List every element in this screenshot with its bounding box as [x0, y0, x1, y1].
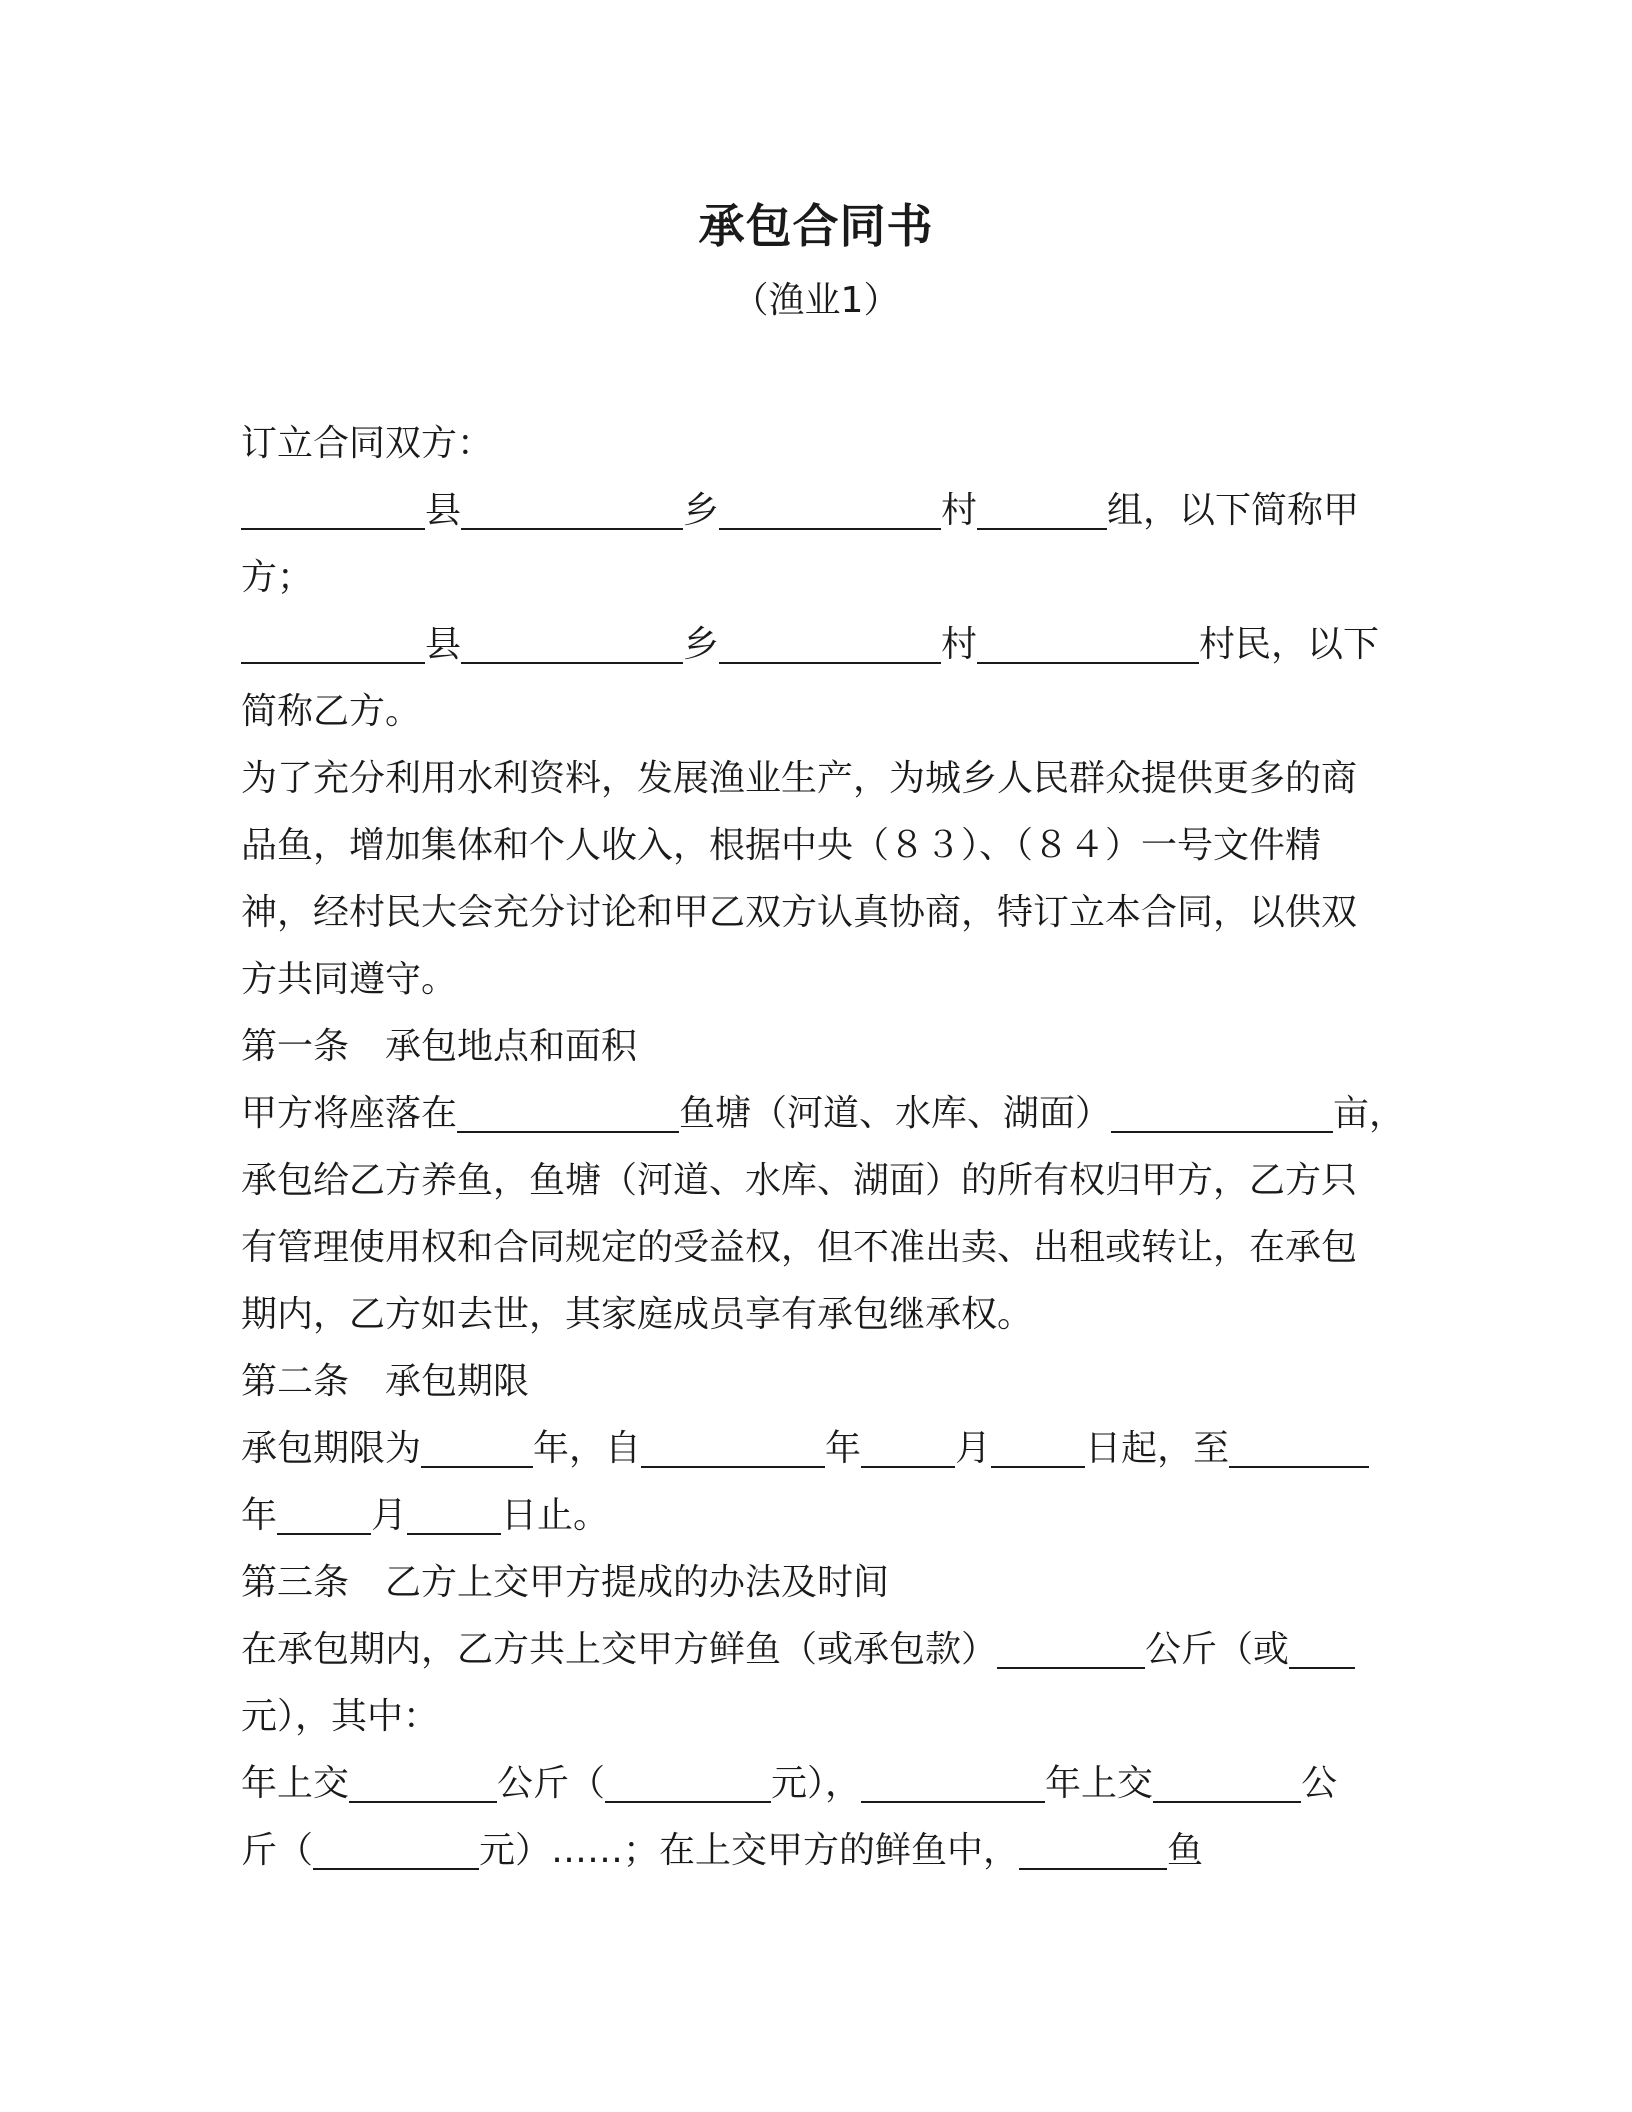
total-yuan-blank[interactable]: [1289, 1623, 1355, 1669]
mu-label: 亩，: [1333, 1093, 1406, 1134]
article-2-title: 承包期限: [385, 1361, 530, 1402]
annual-label-2: 年上交: [1045, 1763, 1154, 1804]
annual-kg-blank-2[interactable]: [1153, 1757, 1301, 1803]
term-line-1: [241, 1415, 1381, 1482]
article-1-heading: [241, 1013, 1381, 1080]
party-a-township-label: 乡: [683, 490, 720, 531]
document-title: 承包合同书: [698, 199, 934, 253]
article-1-line-4: 期内，乙方如去世，其家庭成员享有承包继承权。: [241, 1294, 1034, 1335]
party-b-villager-label: 村民，以下: [1199, 624, 1380, 665]
total-kg-blank[interactable]: [997, 1623, 1145, 1669]
party-b-continued: 简称乙方。: [241, 691, 422, 732]
kg-open-label: 公斤（: [497, 1763, 606, 1804]
term-lead: 承包期限为: [241, 1428, 422, 1469]
annual-yuan-blank-1[interactable]: [605, 1757, 771, 1803]
preamble-line-2: 品鱼，增加集体和个人收入，根据中央（８３）、（８４）一号文件精: [241, 825, 1322, 866]
article-1-line-2: 承包给乙方养鱼，鱼塘（河道、水库、湖面）的所有权归甲方，乙方只: [241, 1160, 1358, 1201]
start-month-blank[interactable]: [861, 1422, 955, 1468]
start-year-label: 年: [825, 1428, 862, 1469]
party-b-line: [241, 611, 1381, 678]
term-year-from: 年，自: [533, 1428, 642, 1469]
fish-label: 鱼: [1167, 1830, 1204, 1871]
article-2-heading: [241, 1348, 1381, 1415]
party-b-village-blank[interactable]: [719, 618, 941, 664]
fish-type-blank[interactable]: [1019, 1824, 1167, 1870]
area-blank[interactable]: [1111, 1087, 1333, 1133]
end-month-label: 月: [371, 1495, 408, 1536]
party-b-township-label: 乡: [683, 624, 720, 665]
preamble-line-1: 为了充分利用水利资料，发展渔业生产，为城乡人民群众提供更多的商: [241, 758, 1358, 799]
start-day-blank[interactable]: [991, 1422, 1085, 1468]
party-a-township-blank[interactable]: [461, 484, 683, 530]
party-a-county-label: 县: [425, 490, 462, 531]
kg-or-label: 公斤（或: [1145, 1629, 1290, 1670]
yuan-close-label: 元），: [771, 1763, 862, 1804]
kg-split-label: 公: [1301, 1763, 1338, 1804]
payment-line-4: [241, 1817, 1381, 1884]
party-b-county-label: 县: [425, 624, 462, 665]
party-b-village-label: 村: [941, 624, 978, 665]
annual-yuan-blank-2[interactable]: [313, 1824, 479, 1870]
end-day-blank[interactable]: [407, 1489, 501, 1535]
yuan-etc-label: 元）……；在上交甲方的鲜鱼中，: [479, 1830, 1020, 1871]
end-year-blank[interactable]: [1229, 1422, 1369, 1468]
kg-split-label-2: 斤（: [241, 1830, 314, 1871]
party-a-continued: 方；: [241, 557, 314, 598]
party-a-village-label: 村: [941, 490, 978, 531]
party-a-county-blank[interactable]: [241, 484, 425, 530]
start-day-label: 日起，至: [1085, 1428, 1230, 1469]
party-a-group-label: 组，以下简称甲: [1107, 490, 1360, 531]
party-a-village-blank[interactable]: [719, 484, 941, 530]
annual-kg-blank-1[interactable]: [349, 1757, 497, 1803]
start-month-label: 月: [955, 1428, 992, 1469]
start-year-blank[interactable]: [641, 1422, 825, 1468]
party-b-county-blank[interactable]: [241, 618, 425, 664]
article-1-line-3: 有管理使用权和合同规定的受益权，但不准出卖、出租或转让，在承包: [241, 1227, 1358, 1268]
preamble-line-4: 方共同遵守。: [241, 959, 458, 1000]
article-3-number: 第三条: [241, 1562, 350, 1603]
term-line-2: [241, 1482, 1381, 1549]
party-b-township-blank[interactable]: [461, 618, 683, 664]
preamble-line-3: 神，经村民大会充分讨论和甲乙双方认真协商，特订立本合同，以供双: [241, 892, 1358, 933]
payment-line-3: [241, 1750, 1381, 1817]
end-day-label: 日止。: [501, 1495, 610, 1536]
location-blank[interactable]: [457, 1087, 679, 1133]
parties-heading: 订立合同双方：: [241, 423, 494, 464]
article-1-number: 第一条: [241, 1026, 350, 1067]
payment-line-2: 元），其中：: [241, 1696, 440, 1737]
document-subtitle: （渔业1）: [732, 280, 900, 321]
article-3-title: 乙方上交甲方提成的办法及时间: [385, 1562, 890, 1603]
payment-lead: 在承包期内，乙方共上交甲方鲜鱼（或承包款）: [241, 1629, 998, 1670]
article-1-location-line: [241, 1080, 1406, 1147]
end-year-label: 年: [241, 1495, 278, 1536]
party-b-villager-blank[interactable]: [977, 618, 1199, 664]
pond-label: 鱼塘（河道、水库、湖面）: [679, 1093, 1112, 1134]
article-2-number: 第二条: [241, 1361, 350, 1402]
term-years-blank[interactable]: [421, 1422, 533, 1468]
contract-body: [241, 410, 1406, 1884]
party-a-line: [241, 477, 1381, 544]
article-1-lead: 甲方将座落在: [241, 1093, 458, 1134]
article-1-title: 承包地点和面积: [385, 1026, 638, 1067]
annual-label-1: 年上交: [241, 1763, 350, 1804]
party-a-group-blank[interactable]: [977, 484, 1107, 530]
payment-line-1: [241, 1616, 1381, 1683]
annual-year-blank-2[interactable]: [861, 1757, 1045, 1803]
end-month-blank[interactable]: [277, 1489, 371, 1535]
article-3-heading: [241, 1549, 1381, 1616]
